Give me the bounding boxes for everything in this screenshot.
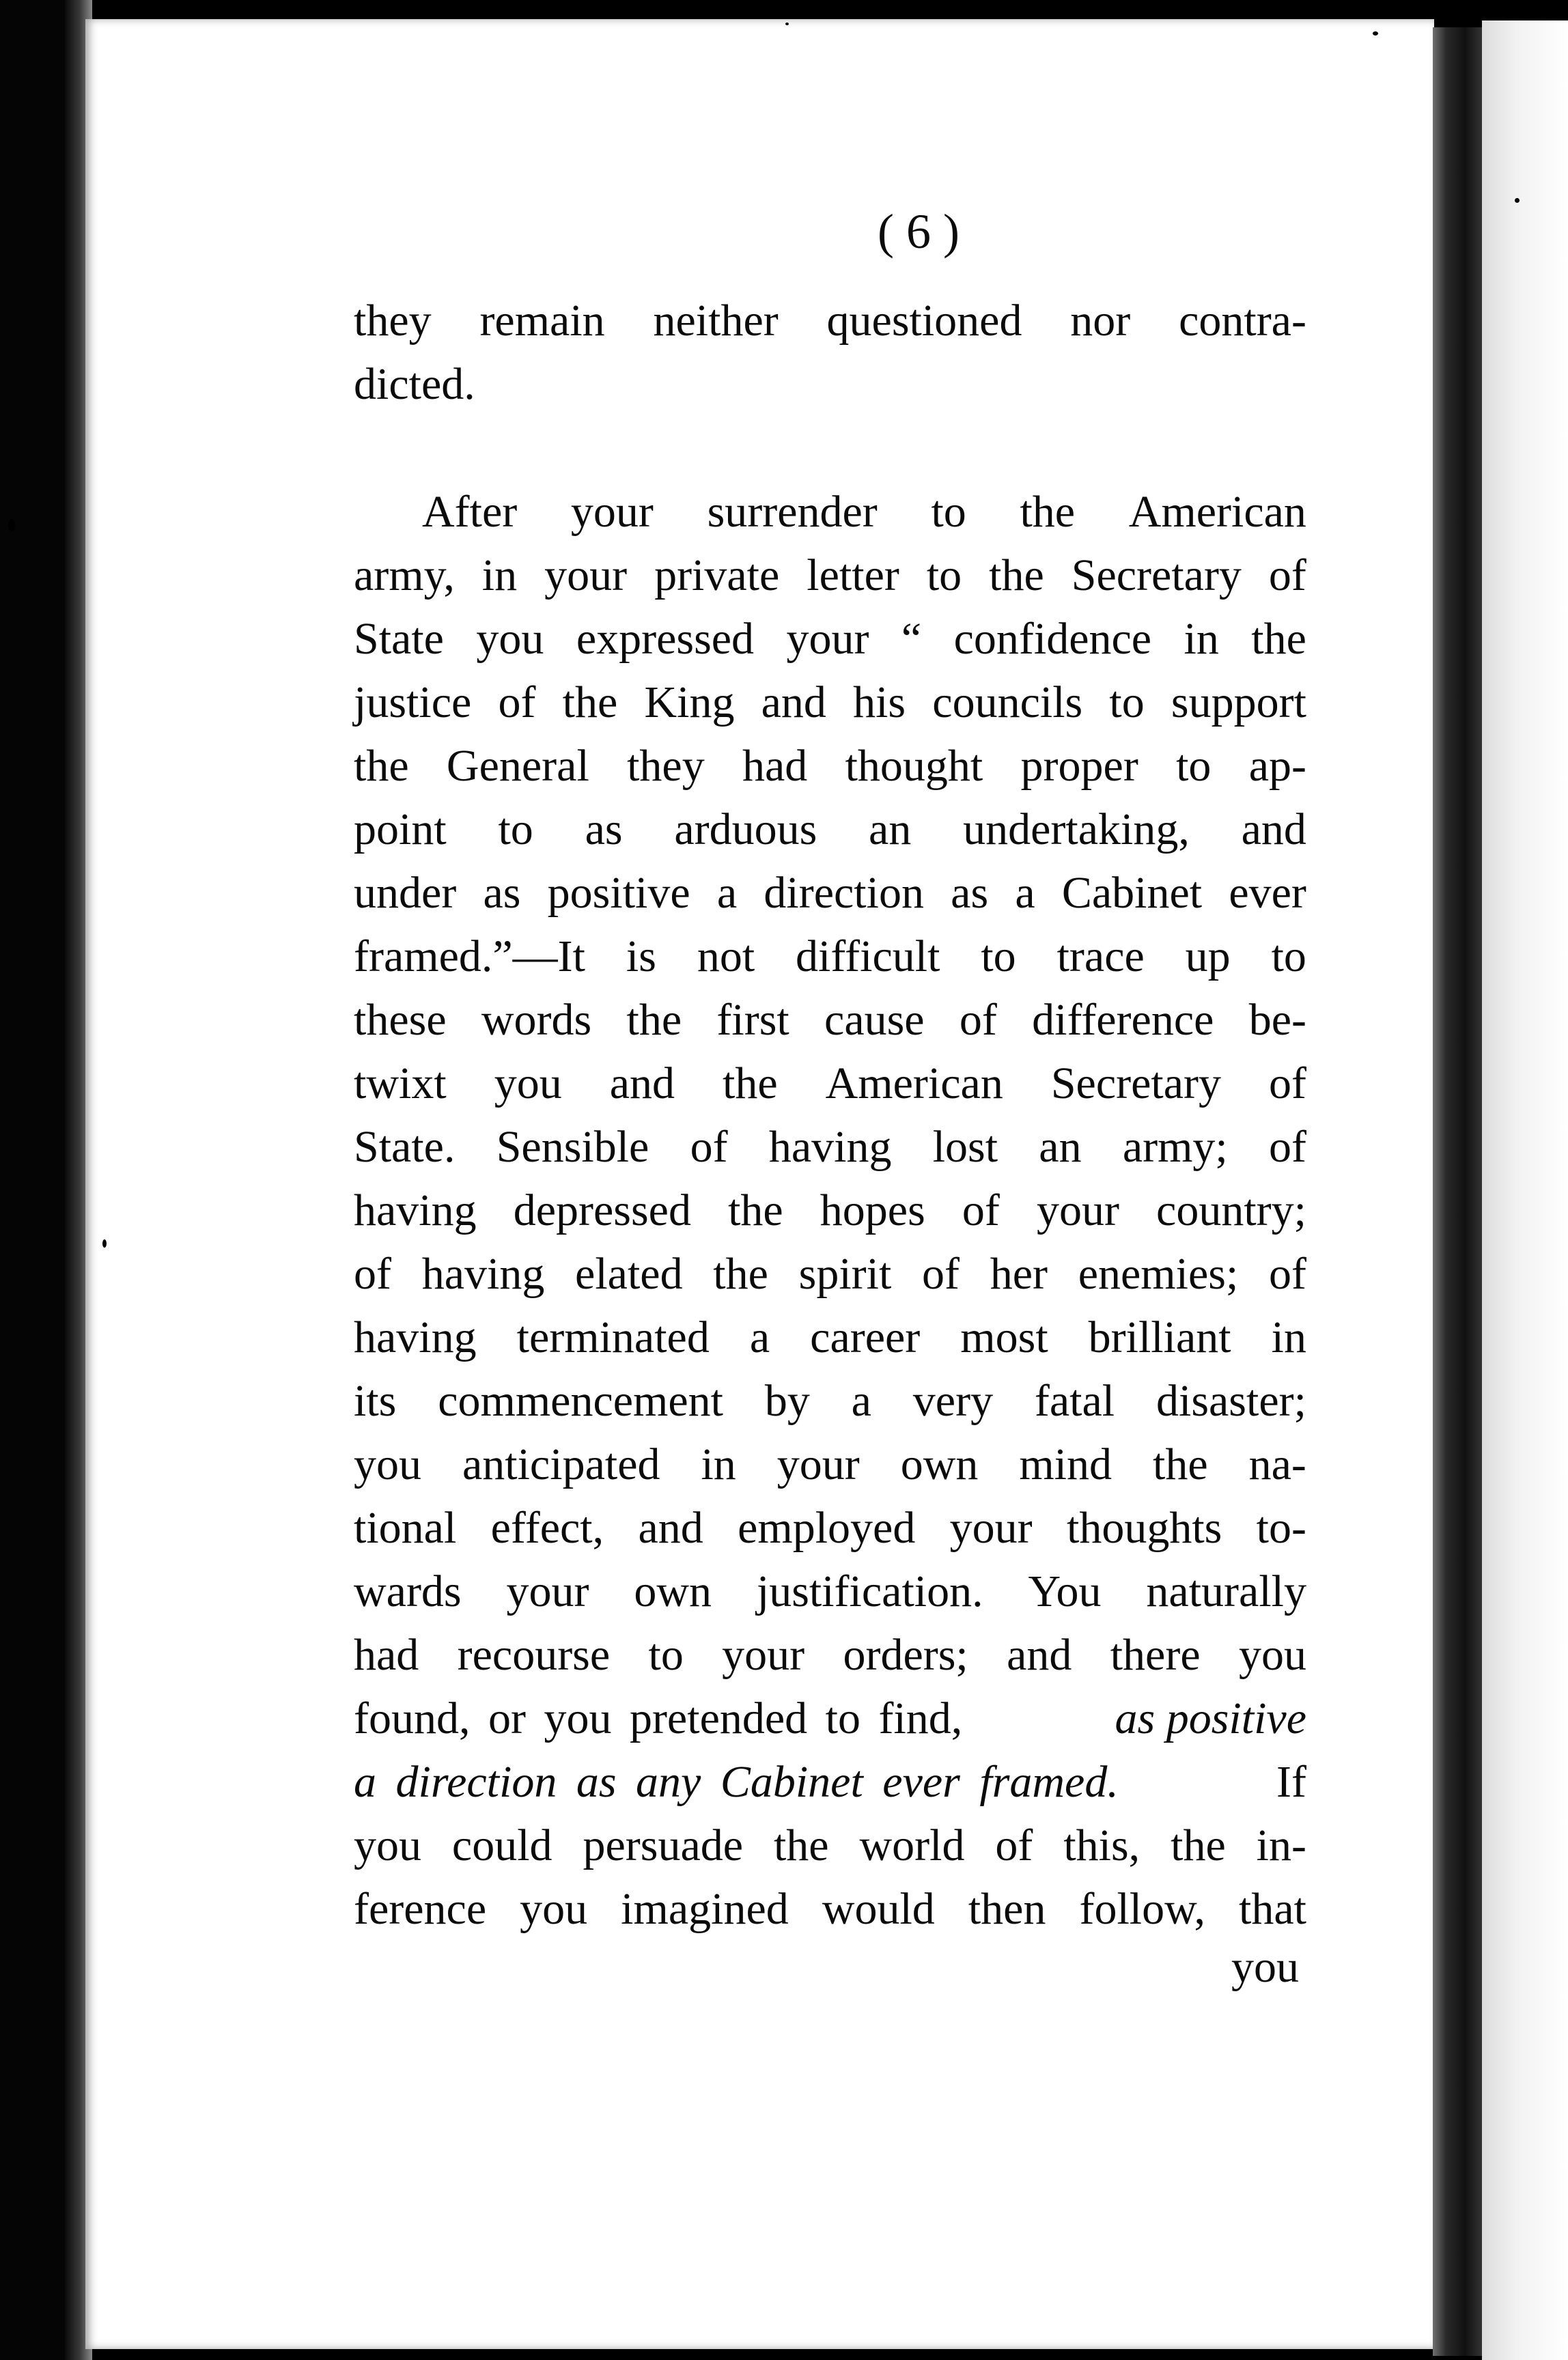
text-line <box>354 1623 1306 1687</box>
word: Sensible <box>496 1122 649 1172</box>
word: and <box>1007 1630 1072 1680</box>
text-line <box>354 1115 1306 1179</box>
word: as <box>951 868 989 918</box>
text-line <box>354 1052 1306 1115</box>
word: depressed <box>513 1185 691 1235</box>
word: your <box>722 1630 805 1680</box>
word: surrender <box>707 487 878 537</box>
word: persuade <box>583 1821 744 1870</box>
text-line <box>354 861 1306 925</box>
text-line: dicted. <box>354 359 475 409</box>
word: most <box>960 1312 1048 1362</box>
word: direction <box>764 868 924 918</box>
word: State. <box>354 1122 456 1172</box>
word: you <box>1238 1630 1306 1680</box>
text-run: found, or you pretended to find, <box>354 1694 963 1743</box>
word: words <box>481 995 592 1045</box>
word: the <box>626 995 682 1045</box>
word: of <box>1269 1058 1306 1108</box>
word: point <box>354 804 447 854</box>
scan-speck <box>8 519 15 531</box>
word: American <box>825 1058 1003 1108</box>
word: of <box>690 1122 728 1172</box>
word: General <box>446 741 589 791</box>
word: justice <box>354 677 472 727</box>
word: is <box>626 931 656 981</box>
word: anticipated <box>462 1439 660 1489</box>
word: tional <box>354 1503 457 1553</box>
word: very <box>912 1376 994 1426</box>
catchword: you <box>1231 1942 1299 1992</box>
word: positive <box>547 868 690 918</box>
text-line-mixed <box>354 1750 1306 1814</box>
word: of <box>1268 550 1306 600</box>
word: and <box>761 677 826 727</box>
word: to <box>498 804 533 854</box>
word: your <box>570 487 654 537</box>
word: difficult <box>796 931 940 981</box>
word: contra- <box>1179 296 1306 346</box>
word: of <box>1269 1122 1306 1172</box>
word: to- <box>1256 1503 1306 1553</box>
text-line <box>354 925 1306 988</box>
word: questioned <box>826 296 1022 346</box>
italic-run: a direction as any Cabinet ever framed. <box>354 1757 1119 1807</box>
scan-speck <box>1515 198 1520 203</box>
scan-speck <box>102 1239 107 1248</box>
word: there <box>1110 1630 1201 1680</box>
word: ap- <box>1248 741 1306 791</box>
word: and <box>609 1058 675 1108</box>
word: your <box>786 614 869 664</box>
word: to <box>931 487 966 537</box>
word: trace <box>1056 931 1145 981</box>
word: country; <box>1156 1185 1306 1235</box>
word: they <box>627 741 705 791</box>
word: recourse <box>457 1630 611 1680</box>
word: this, <box>1063 1821 1140 1870</box>
word: After <box>422 487 518 537</box>
word: having <box>768 1122 892 1172</box>
word: of <box>354 1249 391 1299</box>
word: a <box>1015 868 1035 918</box>
word: as <box>585 804 623 854</box>
word: justification. <box>756 1567 983 1616</box>
word: you <box>354 1439 421 1489</box>
text-run: If <box>1276 1757 1306 1807</box>
scan-speck <box>785 23 789 25</box>
text-line <box>354 1306 1306 1369</box>
word: remain <box>479 296 605 346</box>
text-line <box>422 480 1306 544</box>
word: of <box>498 677 536 727</box>
word: disaster; <box>1156 1376 1306 1426</box>
word: of <box>962 1185 1000 1235</box>
word: in <box>1184 614 1219 664</box>
word: had <box>354 1630 419 1680</box>
scan-speck <box>1373 31 1378 36</box>
word: the <box>1251 614 1306 664</box>
word: the <box>1020 487 1076 537</box>
word: world <box>859 1821 965 1870</box>
word: the <box>1171 1821 1226 1870</box>
word: councils <box>932 677 1083 727</box>
word: as <box>483 868 521 918</box>
text-line <box>354 734 1306 798</box>
word: Secretary <box>1050 1058 1222 1108</box>
word: the <box>713 1249 768 1299</box>
word: your <box>776 1439 860 1489</box>
text-line <box>354 1496 1306 1560</box>
word: effect, <box>490 1503 604 1553</box>
text-line <box>354 671 1306 734</box>
text-line <box>354 289 1306 352</box>
word: naturally <box>1146 1567 1306 1616</box>
word: these <box>354 995 447 1045</box>
word: career <box>810 1312 921 1362</box>
word: your <box>544 550 628 600</box>
text-line <box>354 1433 1306 1496</box>
word: spirit <box>798 1249 892 1299</box>
word: difference <box>1032 995 1214 1045</box>
word: proper <box>1020 741 1138 791</box>
word: under <box>354 868 457 918</box>
next-page-edge <box>1482 20 1568 2360</box>
word: an <box>1039 1122 1082 1172</box>
word: having <box>354 1312 477 1362</box>
word: and <box>638 1503 703 1553</box>
word: You <box>1028 1567 1102 1616</box>
word: the <box>773 1821 829 1870</box>
word: expressed <box>576 614 755 664</box>
word: having <box>354 1185 477 1235</box>
word: to <box>926 550 962 600</box>
word: commencement <box>438 1376 724 1426</box>
word: enemies; <box>1078 1249 1239 1299</box>
word: your <box>949 1503 1033 1553</box>
word: and <box>1241 804 1306 854</box>
word: not <box>697 931 755 981</box>
word: they <box>354 296 432 346</box>
word: a <box>749 1312 770 1362</box>
text-block <box>354 289 1324 2064</box>
word: had <box>742 741 808 791</box>
italic-run: as positive <box>1115 1694 1306 1743</box>
word: follow, <box>1079 1884 1205 1934</box>
word: to <box>1271 931 1306 981</box>
word: your <box>506 1567 589 1616</box>
text-line <box>354 607 1306 671</box>
word: “ <box>901 614 922 664</box>
word: the <box>989 550 1044 600</box>
text-line-mixed <box>354 1687 1306 1750</box>
word: support <box>1171 677 1306 727</box>
text-line <box>354 544 1306 607</box>
word: up <box>1185 931 1231 981</box>
word: confidence <box>953 614 1152 664</box>
word: by <box>764 1376 810 1426</box>
word: lost <box>932 1122 998 1172</box>
word: of <box>1268 1249 1306 1299</box>
word: mind <box>1019 1439 1112 1489</box>
word: you <box>494 1058 562 1108</box>
word: be- <box>1248 995 1306 1045</box>
word: army; <box>1122 1122 1228 1172</box>
word: State <box>354 614 444 664</box>
word: thought <box>845 741 983 791</box>
word: his <box>853 677 906 727</box>
text-line <box>354 1242 1306 1306</box>
word: ever <box>1229 868 1306 918</box>
word: brilliant <box>1088 1312 1231 1362</box>
word: army, <box>354 550 455 600</box>
text-line <box>354 988 1306 1052</box>
word: then <box>968 1884 1046 1934</box>
word: Secretary <box>1071 550 1242 600</box>
text-line <box>354 1179 1306 1242</box>
word: framed.”—It <box>354 931 585 981</box>
word: to <box>1176 741 1212 791</box>
word: its <box>354 1376 397 1426</box>
word: wards <box>354 1567 462 1616</box>
word: nor <box>1070 296 1131 346</box>
word: the <box>728 1185 783 1235</box>
word: the <box>562 677 618 727</box>
word: your <box>1036 1185 1119 1235</box>
word: to <box>648 1630 684 1680</box>
word: twixt <box>354 1058 447 1108</box>
word: American <box>1128 487 1306 537</box>
word: na- <box>1248 1439 1306 1489</box>
word: her <box>990 1249 1048 1299</box>
word: letter <box>807 550 899 600</box>
word: in <box>701 1439 736 1489</box>
text-line <box>354 1814 1306 1877</box>
word: fatal <box>1034 1376 1115 1426</box>
word: in <box>1271 1312 1306 1362</box>
word: King <box>644 677 735 727</box>
word: to <box>981 931 1016 981</box>
word: a <box>851 1376 871 1426</box>
word: cause <box>824 995 925 1045</box>
word: own <box>634 1567 712 1616</box>
word: ference <box>354 1884 487 1934</box>
word: you <box>520 1884 588 1934</box>
binding-gutter <box>1433 27 1486 2356</box>
word: could <box>451 1821 552 1870</box>
page-number: ( 6 ) <box>878 204 960 259</box>
word: in <box>481 550 518 600</box>
word: thoughts <box>1066 1503 1222 1553</box>
text-line <box>354 1369 1306 1433</box>
word: arduous <box>674 804 817 854</box>
word: elated <box>575 1249 683 1299</box>
word: would <box>822 1884 935 1934</box>
word: in- <box>1256 1821 1306 1870</box>
word: undertaking, <box>963 804 1190 854</box>
word: first <box>716 995 789 1045</box>
word: hopes <box>820 1185 925 1235</box>
word: terminated <box>516 1312 710 1362</box>
word: the <box>1153 1439 1208 1489</box>
word: to <box>1109 677 1145 727</box>
word: you <box>476 614 544 664</box>
word: employed <box>738 1503 916 1553</box>
word: orders; <box>843 1630 968 1680</box>
word: of <box>959 995 997 1045</box>
word: a <box>716 868 738 918</box>
word: having <box>421 1249 545 1299</box>
word: the <box>722 1058 778 1108</box>
word: of <box>995 1821 1033 1870</box>
word: neither <box>653 296 779 346</box>
word: the <box>354 741 409 791</box>
text-line <box>354 1877 1306 1941</box>
word: an <box>869 804 912 854</box>
word: private <box>654 550 780 600</box>
word: own <box>900 1439 979 1489</box>
word: you <box>354 1821 421 1870</box>
word: that <box>1239 1884 1306 1934</box>
word: of <box>922 1249 960 1299</box>
word: Cabinet <box>1061 868 1203 918</box>
word: imagined <box>621 1884 789 1934</box>
text-line <box>354 1560 1306 1623</box>
text-line <box>354 798 1306 861</box>
paper-page <box>85 19 1434 2349</box>
